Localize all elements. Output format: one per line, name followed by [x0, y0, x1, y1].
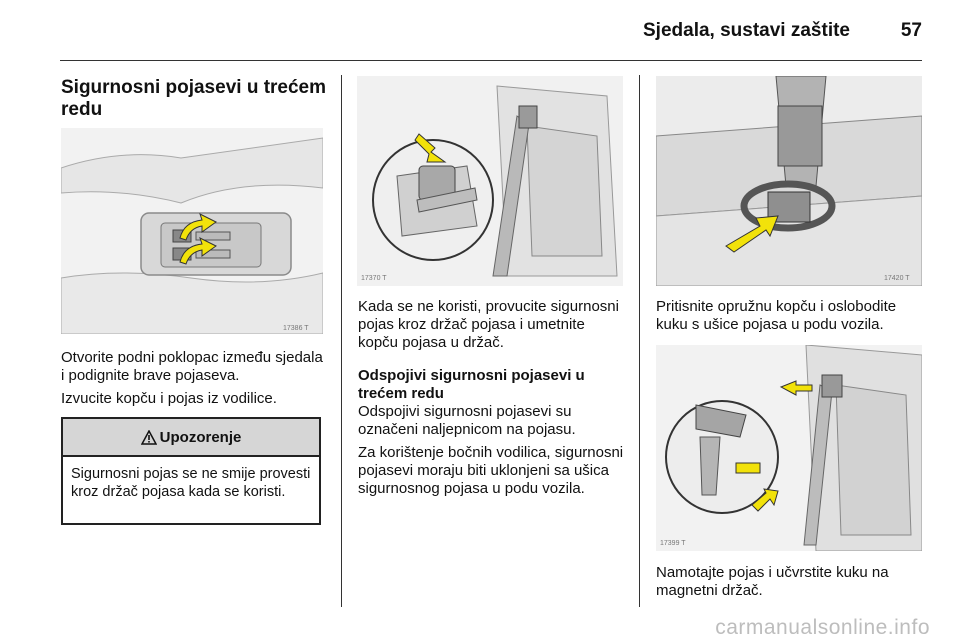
warning-triangle-icon [141, 430, 157, 445]
figure-belt-holder [357, 76, 623, 286]
figure-spring-clip [656, 76, 922, 286]
warning-header [63, 419, 319, 457]
figure-code: 17370 T [361, 275, 387, 282]
figure-seat-belt-buckles [61, 128, 323, 334]
text-side-guides: Za korištenje bočnih vodilica, sigurnosni pojasevi moraju biti uklonjeni sa ušica sigurnosnog pojasa u podu vozila. [358, 444, 624, 497]
column-divider-right [639, 75, 640, 607]
warning-title: Upozorenje [159, 428, 242, 446]
instruction-stow-belt: Kada se ne koristi, provucite sigurnosni pojas kroz držač pojasa i umetnite kopču pojasa u držač. [358, 298, 619, 351]
figure-code: 17420 T [884, 275, 910, 282]
instruction-wind-belt: Namotajte pojas i učvrstite kuku na magnetni držač. [656, 564, 889, 599]
spring-clip-illustration [656, 76, 922, 286]
warning-box [61, 417, 321, 525]
column-divider-left [341, 75, 342, 607]
lift-arrow-icon [176, 212, 220, 272]
belt-holder-illustration [357, 76, 623, 286]
text-detachable-label: Odspojivi sigurnosni pojasevi su označeni naljepnicom na pojasu. [358, 403, 576, 438]
magnetic-holder-illustration [656, 345, 922, 551]
watermark: carmanualsonline.info [715, 616, 930, 639]
header-divider [60, 60, 922, 61]
instruction-release-hook: Pritisnite opružnu kopču i oslobodite kuku s ušice pojasa u podu vozila. [656, 298, 897, 333]
figure-code: 17399 T [660, 540, 686, 547]
figure-magnetic-holder [656, 345, 922, 551]
instruction-pull-out: Izvucite kopču i pojas iz vodilice. [61, 390, 277, 407]
warning-text: Sigurnosni pojas se ne smije provesti kroz držač pojasa kada se koristi. [71, 466, 311, 500]
instruction-open-cover: Otvorite podni poklopac između sjedala i podignite brave pojaseva. [61, 349, 323, 384]
subheading-detachable-belts: Odspojivi sigurnosni pojasevi u trećem redu [358, 367, 585, 402]
figure-code: 17386 T [283, 325, 309, 332]
section-title: Sigurnosni pojasevi u trećem redu [61, 77, 327, 120]
header-title: Sjedala, sustavi zaštite [643, 20, 850, 41]
page-number: 57 [900, 20, 922, 41]
